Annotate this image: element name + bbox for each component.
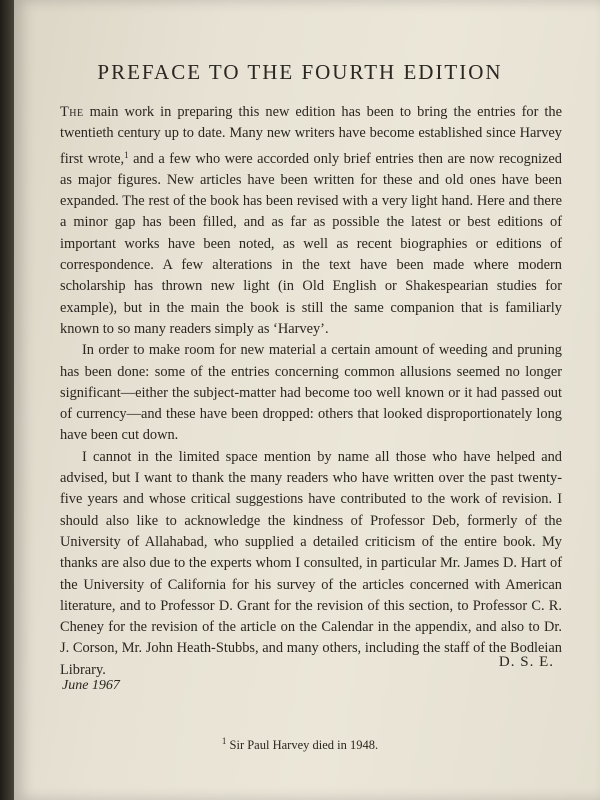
paragraph-1-text-b: and a few who were accorded only brief entries then are now recognized as major figures. New articles have been written for these and old ones have been expanded. The rest of the book has been revised with a very light hand. Here and there a minor gap has been filled, and as far as possible the latest or best editions of important works have been noted, as well as recent biographies or editions of correspondence. A few alterations in the text have been made where modern scholarship has thrown new light (in Old English or Shakespearian studies for example), but in the main the book is still the same companion that is familiarly known to so many readers simply as ‘Harvey’.	[60, 150, 562, 337]
paragraph-1-lead: The	[60, 104, 84, 120]
footnote	[0, 736, 600, 753]
preface-date: June 1967	[62, 678, 120, 693]
footnote-marker: 1	[124, 149, 129, 160]
footnote-number: 1	[221, 736, 227, 746]
preface-body	[60, 102, 562, 681]
paragraph-2: In order to make room for new material a certain amount of weeding and pruning has been done: some of the entries concerning common allusions seemed no longer significant—either the subject-matter had become too well known or it had passed out of currency—and these have been dropped: others that looked disproportionately long have been cut down.	[60, 342, 562, 444]
book-spine-shadow	[0, 0, 14, 800]
footnote-text: Sir Paul Harvey died in 1948.	[229, 738, 379, 752]
paragraph-1	[60, 102, 562, 340]
page-title: PREFACE TO THE FOURTH EDITION	[97, 60, 503, 84]
paragraph-3: I cannot in the limited space mention by name all those who have helped and advised, but I want to thank the many readers who have written over the past twenty-five years and whose critical suggestions have contributed to the work of revision. I should also like to acknowledge the kindness of Professor Deb, formerly of the University of Allahabad, who supplied a detailed criticism of the entire book. My thanks are also due to the experts whom I consulted, in particular Mr. James D. Hart of the University of California for his survey of the articles concerned with American literature, and to Professor D. Grant for the revision of this section, to Professor C. R. Cheney for the revision of the article on the Calendar in the appendix, and also to Dr. J. Corson, Mr. John Heath-Stubbs, and many others, including the staff of the Bodleian Library.	[60, 448, 562, 678]
author-initials: D. S. E.	[498, 654, 554, 670]
paragraph-1-text-a: main work in preparing this new edition has been to bring the entries for the twentieth century up to date. Many new writers have become established since Harvey first wrote,	[60, 104, 562, 167]
